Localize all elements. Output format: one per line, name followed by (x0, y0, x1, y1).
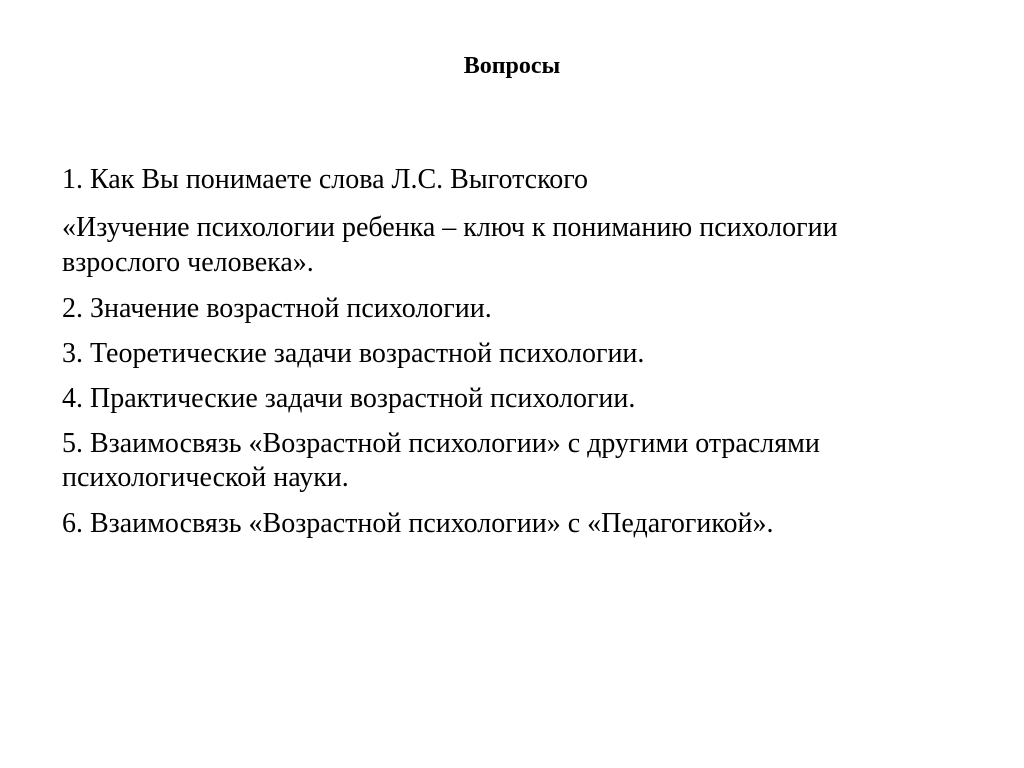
question-1-line-1: 1. Как Вы понимаете слова Л.С. Выготского (62, 164, 589, 195)
slide-title: Вопросы (463, 53, 561, 79)
question-4: 4. Практические задачи возрастной психологии. (62, 383, 636, 414)
question-1-line-2: «Изучение психологии ребенка – ключ к пониманию психологии (62, 212, 838, 243)
question-6: 6. Взаимосвязь «Возрастной психологии» с «Педагогикой». (62, 508, 774, 539)
question-5-line-2: психологической науки. (62, 462, 349, 493)
question-5-line-1: 5. Взаимосвязь «Возрастной психологии» с другими отраслями (62, 428, 820, 459)
question-2: 2. Значение возрастной психологии. (62, 293, 492, 324)
question-3: 3. Теоретические задачи возрастной психологии. (62, 338, 645, 369)
question-1-line-3: взрослого человека». (62, 247, 314, 278)
